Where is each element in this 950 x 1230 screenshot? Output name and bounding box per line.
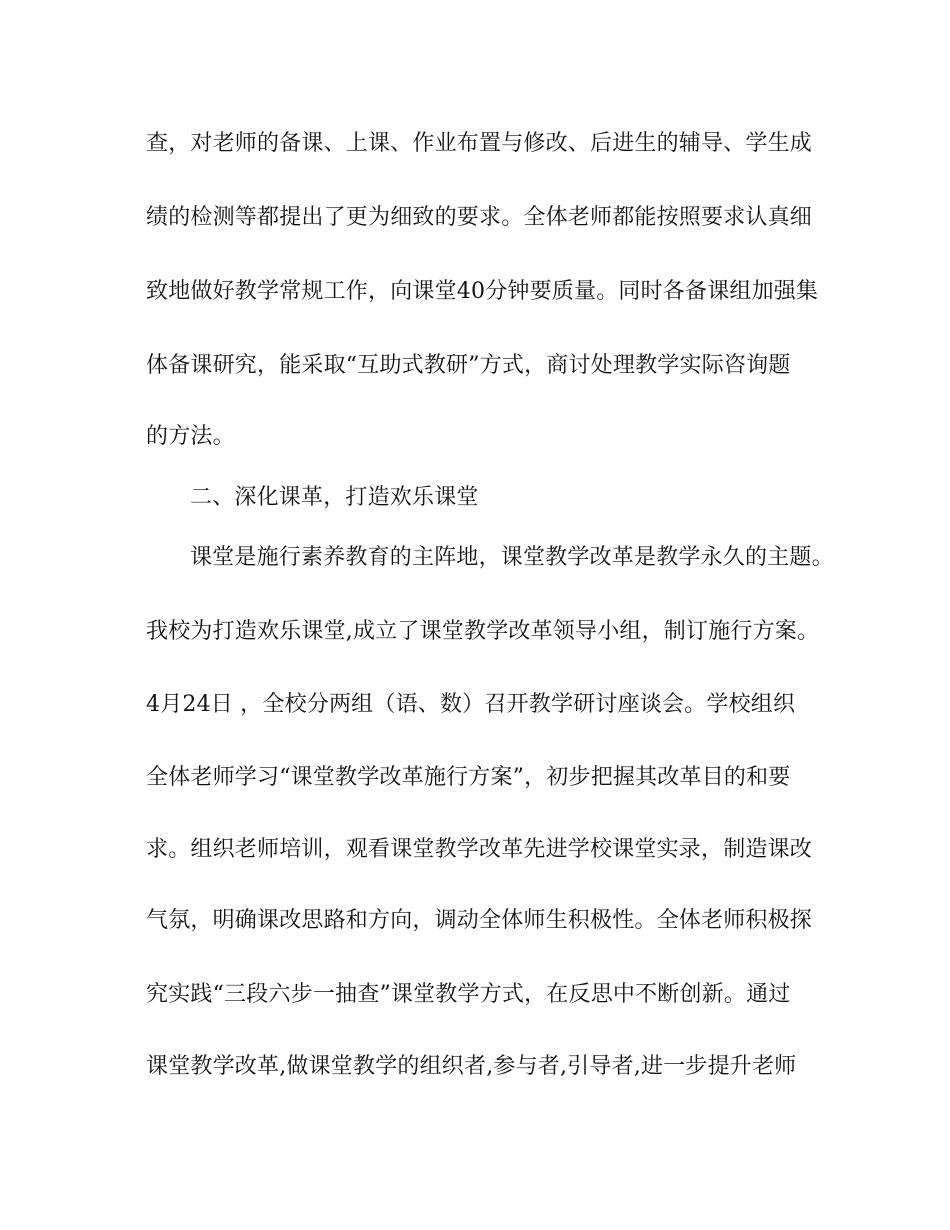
section-heading: 二、深化课革，打造欢乐课堂 (190, 485, 479, 510)
paragraph-line: 全体老师学习“课堂教学改革施行方案”，初步把握其改革目的和要 (146, 765, 791, 790)
paragraph-line: 课堂教学改革,做课堂教学的组织者,参与者,引导者,进一步提升老师 (146, 1054, 797, 1079)
paragraph-line: 究实践“三段六步一抽查”课堂教学方式，在反思中不断创新。通过 (146, 982, 791, 1007)
paragraph-line: 我校为打造欢乐课堂,成立了课堂教学改革领导小组，制订施行方案。 (146, 619, 820, 644)
paragraph-line: 绩的检测等都提出了更为细致的要求。全体老师都能按照要求认真细 (146, 205, 813, 230)
paragraph-line: 致地做好教学常规工作，向课堂40分钟要质量。同时各备课组加强集 (146, 279, 819, 304)
paragraph-line: 4月24日 ，全校分两组（语、数）召开教学研讨座谈会。学校组织 (146, 692, 796, 717)
paragraph-line: 气氛，明确课改思路和方向，调动全体师生积极性。全体老师积极探 (146, 908, 813, 933)
paragraph-line: 的方法。 (146, 424, 235, 449)
paragraph-line: 课堂是施行素养教育的主阵地，课堂教学改革是教学永久的主题。 (190, 545, 834, 570)
paragraph-line: 体备课研究，能采取“互助式教研”方式，商讨处理教学实际咨询题 (146, 353, 791, 378)
paragraph-line: 查，对老师的备课、上课、作业布置与修改、后进生的辅导、学生成 (146, 131, 813, 156)
paragraph-line: 求。组织老师培训，观看课堂教学改革先进学校课堂实录，制造课改 (146, 837, 813, 862)
